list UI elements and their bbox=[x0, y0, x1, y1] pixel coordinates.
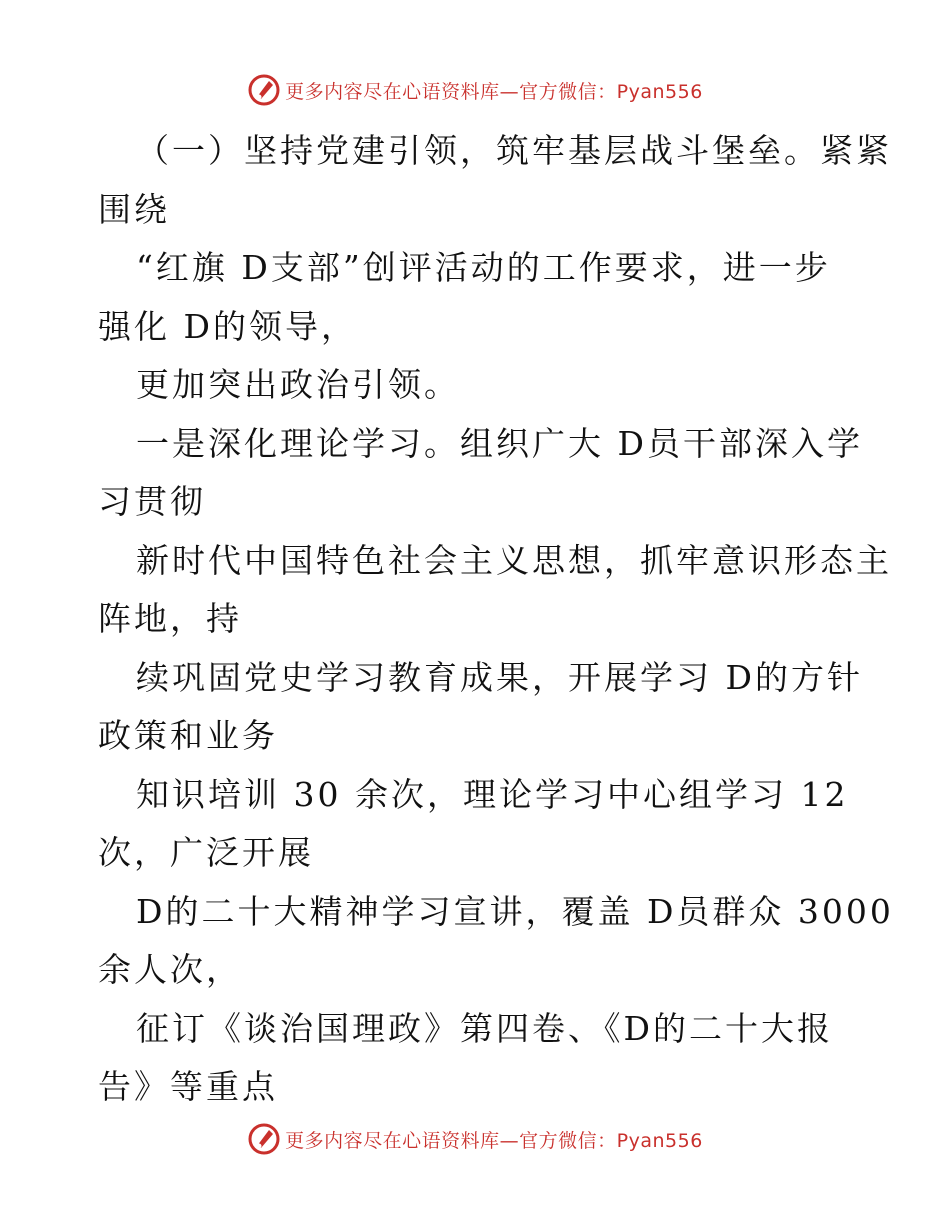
text-line: 政策和业务 bbox=[98, 716, 278, 755]
text-line: 告》等重点 bbox=[98, 1067, 278, 1106]
text-line: 余人次， bbox=[98, 950, 242, 989]
text-line: 强化 D的领导， bbox=[98, 306, 357, 346]
text-line: 次，广泛开展 bbox=[98, 833, 314, 872]
text-line: 知识培训 30 余次，理论学习中心组学习 12 bbox=[136, 774, 849, 814]
text-line: 续巩固党史学习教育成果，开展学习 D的方针 bbox=[136, 657, 863, 697]
footer-watermark bbox=[0, 1121, 950, 1157]
text-line: 阵地，持 bbox=[98, 599, 242, 638]
watermark-text: 更多内容尽在心语资料库—官方微信：Pyan556 bbox=[285, 80, 703, 103]
text-line: 习贯彻 bbox=[98, 482, 206, 521]
text-line: “红旗 D支部”创评活动的工作要求，进一步 bbox=[136, 248, 831, 287]
document-body bbox=[98, 122, 894, 1117]
text-line: 一是深化理论学习。组织广大 D员干部深入学 bbox=[136, 423, 863, 463]
header-watermark bbox=[0, 72, 950, 108]
text-line: 更加突出政治引领。 bbox=[136, 365, 460, 404]
text-line: 征订《谈治国理政》第四卷、《D的二十大报 bbox=[136, 1008, 833, 1048]
text-line: （一）坚持党建引领，筑牢基层战斗堡垒。紧紧 bbox=[136, 131, 892, 170]
pen-nib-logo-icon bbox=[247, 1122, 281, 1156]
pen-nib-logo-icon bbox=[247, 73, 281, 107]
watermark-text: 更多内容尽在心语资料库—官方微信：Pyan556 bbox=[285, 1129, 703, 1152]
text-line: 围绕 bbox=[98, 189, 170, 229]
text-line: D的二十大精神学习宣讲，覆盖 D员群众 3000 bbox=[136, 891, 894, 931]
text-line: 新时代中国特色社会主义思想，抓牢意识形态主 bbox=[136, 540, 892, 580]
